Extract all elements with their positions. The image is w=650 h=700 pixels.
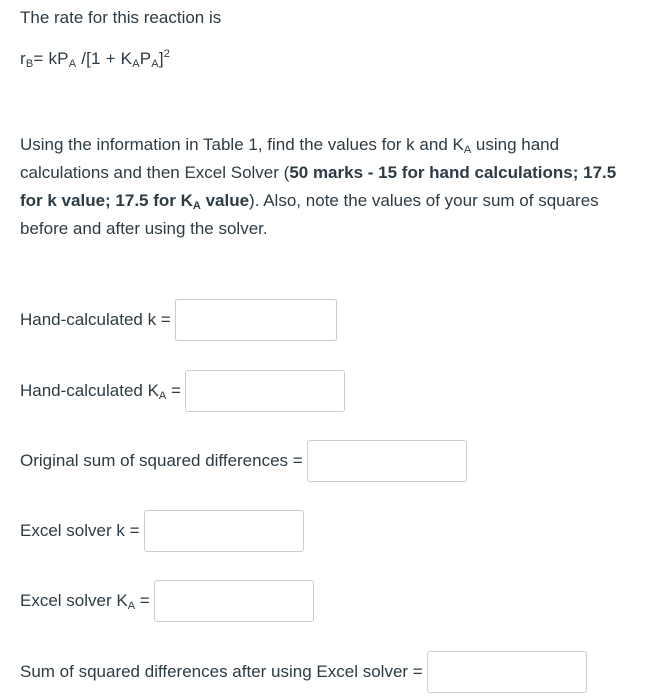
eq-power: 2 [163, 48, 171, 60]
eq-close-bracket: ] [158, 49, 164, 68]
question-original-ssd [20, 440, 467, 482]
label-text: Sum of squared differences after using Excel solver = [20, 662, 423, 681]
original-ssd-input[interactable] [307, 440, 467, 482]
question-solver-k [20, 510, 304, 552]
instructions-part2: using hand calculations and then Excel Solver ( [20, 135, 560, 182]
label-subscript: A [127, 600, 136, 612]
instructions-paragraph [20, 131, 620, 243]
eq-k-pa: = kP [33, 49, 69, 68]
question-label [20, 450, 303, 472]
instructions-part1-subscript: A [463, 144, 472, 156]
instructions-part1: Using the information in Table 1, find the values for k and K [20, 135, 464, 154]
label-text: Hand-calculated K [20, 381, 159, 400]
question-hand-ka [20, 370, 345, 412]
question-label [20, 590, 150, 612]
hand-k-input[interactable] [175, 299, 337, 341]
label-equals: = [135, 591, 150, 610]
question-label [20, 661, 423, 683]
question-hand-k [20, 299, 337, 341]
instructions-bold-subscript: A [192, 200, 201, 212]
solver-ka-input[interactable] [154, 580, 314, 622]
solver-k-input[interactable] [144, 510, 304, 552]
eq-denominator-open: /[1 + K [76, 49, 133, 68]
label-text: Original sum of squared differences = [20, 451, 303, 470]
eq-r-subscript: B [25, 58, 34, 70]
instructions-part3: ). Also, note the values of your sum of squares before and after using the solver. [20, 191, 599, 238]
label-text: Excel solver K [20, 591, 128, 610]
eq-p2-subscript: A [151, 58, 159, 70]
eq-r: r [20, 49, 26, 68]
hand-ka-input[interactable] [185, 370, 345, 412]
question-label [20, 309, 171, 331]
eq-ka-subscript: A [132, 58, 140, 70]
question-solver-ka [20, 580, 314, 622]
label-text: Hand-calculated k = [20, 310, 171, 329]
solver-ssd-input[interactable] [427, 651, 587, 693]
label-subscript: A [158, 390, 167, 402]
question-solver-ssd [20, 651, 587, 693]
label-equals: = [166, 381, 181, 400]
instructions-bold2: value [200, 191, 250, 210]
question-label [20, 380, 181, 402]
intro-text: The rate for this reaction is [20, 8, 222, 27]
label-text: Excel solver k = [20, 521, 140, 540]
question-label [20, 520, 140, 542]
instructions-bold1: 50 marks - 15 for hand calculations; 17.5 for k value; 17.5 for K [20, 163, 617, 210]
eq-pa-subscript: A [68, 58, 77, 70]
eq-p2: P [139, 49, 152, 68]
rate-equation [20, 48, 170, 70]
